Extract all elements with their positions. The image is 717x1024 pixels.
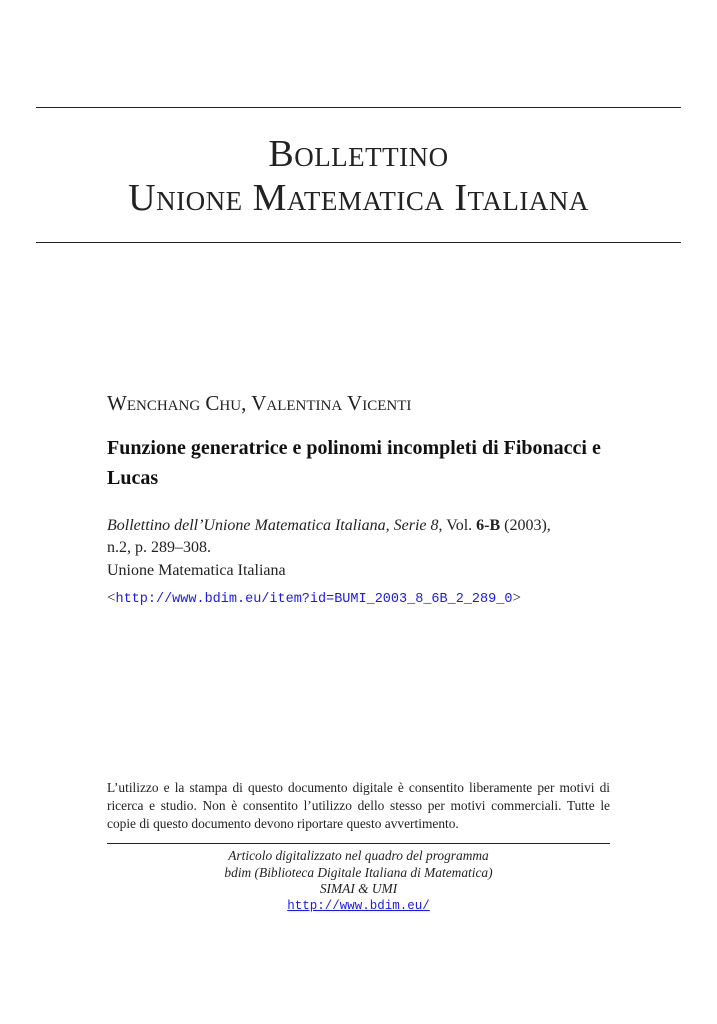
footer-line1: Articolo digitalizzato nel quadro del programma (228, 848, 489, 863)
article-url-link[interactable]: http://www.bdim.eu/item?id=BUMI_2003_8_6B_2_289_0 (115, 592, 513, 607)
footer-url-link[interactable]: http://www.bdim.eu/ (287, 898, 430, 913)
article-authors: Wenchang Chu, Valentina Vicenti (107, 391, 412, 415)
link-open-bracket: < (107, 590, 116, 606)
article-title: Funzione generatrice e polinomi incompleti di Fibonacci e Lucas (107, 437, 601, 489)
header-top-rule (36, 107, 681, 108)
citation-issue-pages: n.2, p. 289–308. (107, 539, 211, 556)
article-citation (107, 515, 610, 559)
article-publisher: Unione Matematica Italiana (107, 562, 286, 579)
footer-rule (107, 843, 610, 844)
article-link-line (107, 590, 610, 607)
footer (107, 848, 610, 914)
citation-journal-series: Bollettino dell’Unione Matematica Italiana, Serie 8 (107, 517, 439, 534)
footer-line2: bdim (Biblioteca Digitale Italiana di Matematica) (224, 864, 493, 880)
usage-notice: L’utilizzo e la stampa di questo documento digitale è consentito liberamente per motivi di ricerca e studio. Non è consentito l’utilizzo dello stesso per motivi commerciali. Tutte le copie di questo documento devono riportare questo avvertimento. (107, 780, 610, 831)
citation-volume: 6-B (476, 517, 501, 534)
journal-title-line1: Bollettino (268, 133, 449, 175)
citation-vol-label: , Vol. (438, 517, 477, 534)
footer-line3: SIMAI & UMI (319, 881, 398, 896)
link-close-bracket: > (512, 590, 521, 606)
citation-year: (2003), (500, 517, 551, 534)
journal-title-line2: Unione Matematica Italiana (128, 177, 589, 219)
header-bottom-rule (36, 242, 681, 243)
